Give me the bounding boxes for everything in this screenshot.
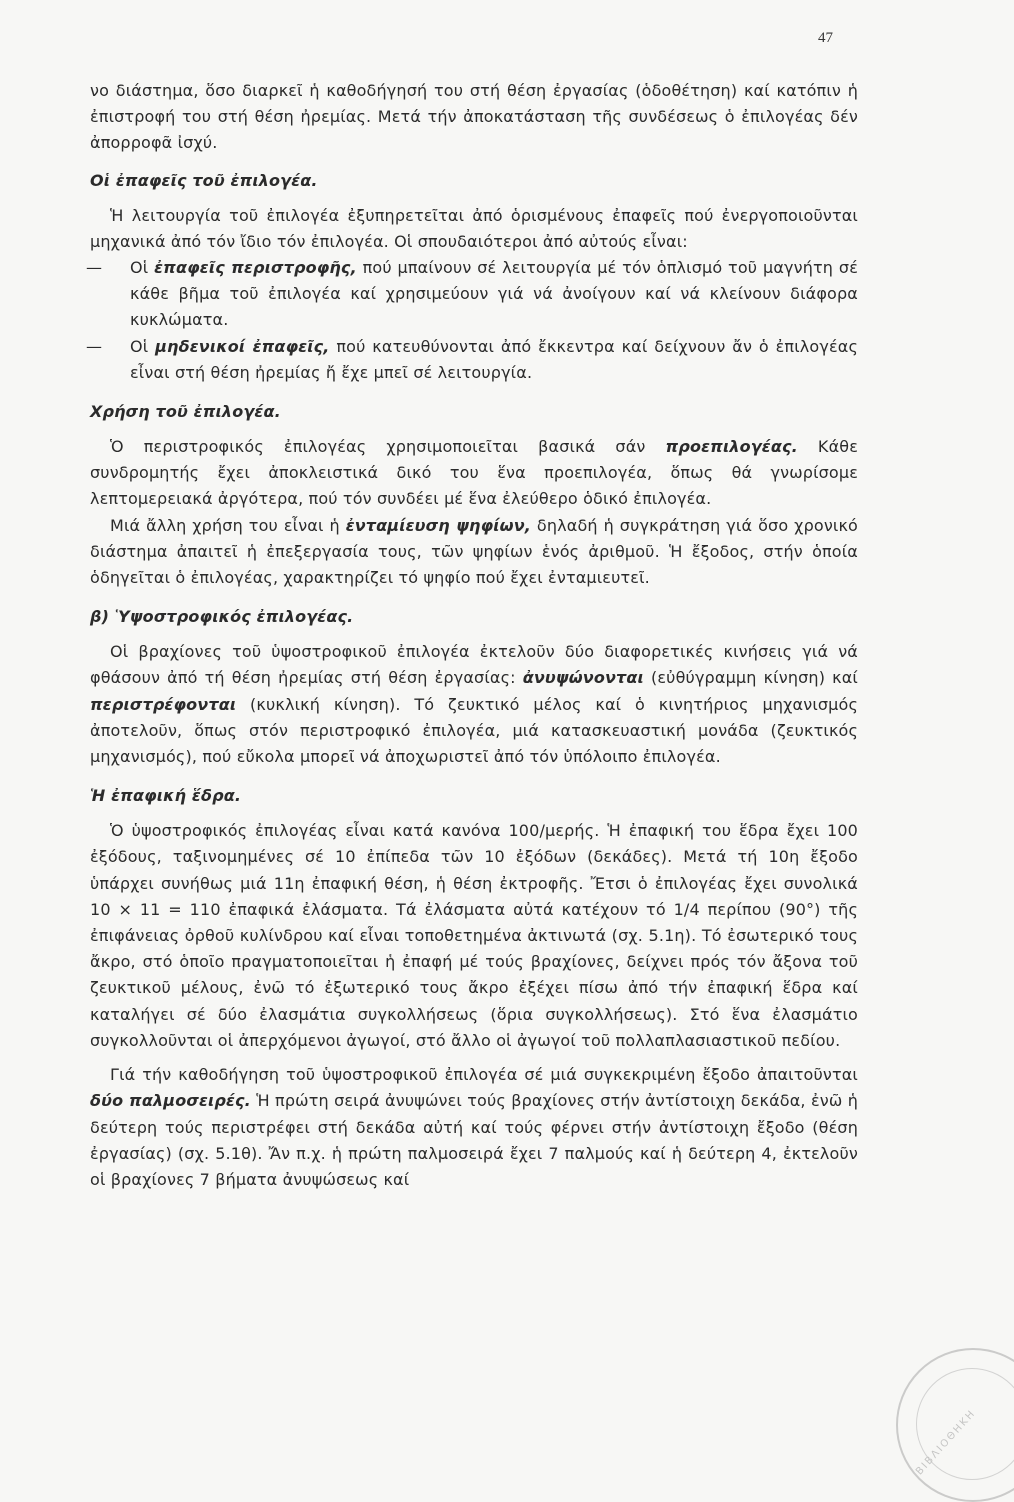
paragraph-contact-bank: Ὁ ὑψοστροφικός ἐπιλογέας εἶναι κατά κανόνα 100/μερής. Ἡ ἐπαφική του ἕδρα ἔχει 100 ἐξόδους, ταξινομημένες σέ 10 ἐπίπεδα τῶν 10 ἐξόδων (δεκάδες). Μετά τή 10η ἔξοδο ὑπάρχει συνήθως μιά 11η ἐπαφική θέση, ἡ θέση ἐκτροφῆς. Ἔτσι ὁ ἐπιλογέας ἔχει συνολικά 10 × 11 = 110 ἐπαφικά ἐλάσματα. Τά ἐλάσματα αὐτά κατέχουν τό 1/4 περίπου (90°) τῆς ἐπιφάνειας ὀρθοῦ κυλίνδρου καί εἶναι τοποθετημένα ἀκτινωτά (σχ. 5.1η). Τό ἐσωτερικό τους ἄκρο, στό ὁποῖο πραγματοποιεῖται ἡ ἐπαφή μέ τούς βραχίονες, δείχνει πρός τόν ἄξονα τοῦ ζευκτικοῦ μέλους, ἐνῶ τό ἐξωτερικό τους ἄκρο ἐξέχει πίσω ἀπό τήν ἐπαφική ἕδρα καί καταλήγει σέ δύο ἐλασμάτια συγκολλήσεως (ὅρια συγκολλήσεως). Στό ἕνα ἐλασμάτιο συγκολλοῦνται οἱ ἀπερχόμενοι ἀγωγοί, στό ἄλλο οἱ ἀγωγοί τοῦ πολλαπλασιαστικοῦ πεδίου. xyxy=(90,821,858,1050)
dash-marker: — xyxy=(86,336,103,356)
section-heading-vertical-selector: β) Ὑψοστροφικός ἐπιλογέας. xyxy=(90,607,354,627)
section-heading-usage: Χρήση τοῦ ἐπιλογέα. xyxy=(90,402,281,422)
emphasis-term: περιστρέφονται xyxy=(90,694,237,714)
paragraph-continuation: νο διάστημα, ὅσο διαρκεῖ ἡ καθοδήγησή του στή θέση ἐργασίας (ὁδοθέτηση) καί κατόπιν ἡ ἐπιστροφή του στή θέση ἠρεμίας. Μετά τήν ἀποκατάσταση τῆς συνδέσεως ὁ ἐπιλογέας δέν ἀπορροφᾶ ἰσχύ. xyxy=(90,81,858,153)
list-item-zero-contacts: — Οἱ μηδενικοί ἐπαφεῖς, πού κατευθύνονται ἀπό ἔκκεντρα καί δείχνουν ἄν ὁ ἐπιλογέας εἶναι στή θέση ἠρεμίας ἤ ἔχε μπεῖ σέ λειτουργία. xyxy=(90,334,858,386)
library-stamp-label: ΒΙΒΛΙΟΘΗΚΗ xyxy=(914,1407,979,1478)
paragraph-contacts-intro: Ἡ λειτουργία τοῦ ἐπιλογέα ἐξυπηρετεῖται ἀπό ὁρισμένους ἐπαφεῖς πού ἐνεργοποιοῦνται μηχανικά ἀπό τόν ἴδιο τόν ἐπιλογέα. Οἱ σπουδαιότεροι ἀπό αὐτούς εἶναι: xyxy=(90,205,858,251)
emphasis-term: ἐνταμίευση ψηφίων, xyxy=(345,515,531,535)
paragraph-vertical-selector: Οἱ βραχίονες τοῦ ὑψοστροφικοῦ ἐπιλογέα ἐκτελοῦν δύο διαφορετικές κινήσεις γιά νά φθάσουν ἀπό τή θέση ἠρεμίας στή θέση ἐργασίας: ἀνυψώνονται (εὐθύγραμμη κίνηση) καί περιστρέφονται (κυκλική κίνηση). Τό ζευκτικό μέλος καί ὁ κινητήριος μηχανισμός ἀποτελοῦν, ὅπως στόν περιστροφικό ἐπιλογέα, μιά κατασκευαστική μονάδα (ζευκτικός μηχανισμός), πού εὔκολα μπορεῖ νά ἀποχωριστεῖ ἀπό τόν ὑπόλοιπο ἐπιλογέα. xyxy=(90,642,858,767)
paragraph-usage-1: Ὁ περιστροφικός ἐπιλογέας χρησιμοποιεῖται βασικά σάν προεπιλογέας. Κάθε συνδρομητής ἔχει ἀποκλειστικά δικό του ἕνα προεπιλογέα, ὅπως θά γνωρίσομε λεπτομερειακά ἀργότερα, πού τόν συνδέει μέ ἕνα ἐλεύθερο ὁδικό ἐπιλογέα. xyxy=(90,437,858,509)
section-heading-contact-bank: Ἡ ἐπαφική ἕδρα. xyxy=(90,786,242,806)
emphasis-term: ἐπαφεῖς περιστροφῆς, xyxy=(154,258,357,278)
emphasis-term: προεπιλογέας. xyxy=(665,437,798,457)
emphasis-term: δύο παλμοσειρές. xyxy=(90,1091,251,1111)
paragraph-usage-2: Μιά ἄλλη χρήση του εἶναι ἡ ἐνταμίευση ψηφίων, δηλαδή ἡ συγκράτηση γιά ὅσο χρονικό διάστημα ἀπαιτεῖ ἡ ἐπεξεργασία τους, τῶν ψηφίων ἑνός ἀριθμοῦ. Ἡ ἔξοδος, στήν ὁποία ὁδηγεῖται ὁ ἐπιλογέας, χαρακτηρίζει τό ψηφίο πού ἔχει ἐνταμιευτεῖ. xyxy=(90,515,858,588)
emphasis-term: ἀνυψώνονται xyxy=(522,668,644,688)
dash-marker: — xyxy=(86,258,103,278)
paragraph-pulse-trains: Γιά τήν καθοδήγηση τοῦ ὑψοστροφικοῦ ἐπιλογέα σέ μιά συγκεκριμένη ἔξοδο ἀπαιτοῦνται δύο παλμοσειρές. Ἡ πρώτη σειρά ἀνυψώνει τούς βραχίονες στήν ἀντίστοιχη δεκάδα, ἐνῶ ἡ δεύτερη τούς περιστρέφει στή δεκάδα αὐτή καί τούς φέρνει στήν ἀντίστοιχη ἔξοδο (θέση ἐργασίας) (σχ. 5.1θ). Ἄν π.χ. ἡ πρώτη παλμοσειρά ἔχει 7 παλμούς καί ἡ δεύτερη 4, ἐκτελοῦν οἱ βραχίονες 7 βήματα ἀνυψώσεως καί xyxy=(90,1065,858,1189)
page-number: 47 xyxy=(818,30,833,46)
list-item-rotation-contacts: — Οἱ ἐπαφεῖς περιστροφῆς, πού μπαίνουν σέ λειτουργία μέ τόν ὁπλισμό τοῦ μαγνήτη σέ κάθε βῆμα τοῦ ἐπιλογέα καί χρησιμεύουν γιά νά ἀνοίγουν καί νά κλείνουν διάφορα κυκλώματα. xyxy=(90,255,858,334)
text-column xyxy=(86,78,858,1193)
emphasis-term: μηδενικοί ἐπαφεῖς, xyxy=(155,336,330,356)
section-heading-contacts: Οἱ ἐπαφεῖς τοῦ ἐπιλογέα. xyxy=(90,170,318,190)
library-stamp xyxy=(896,1348,1014,1502)
